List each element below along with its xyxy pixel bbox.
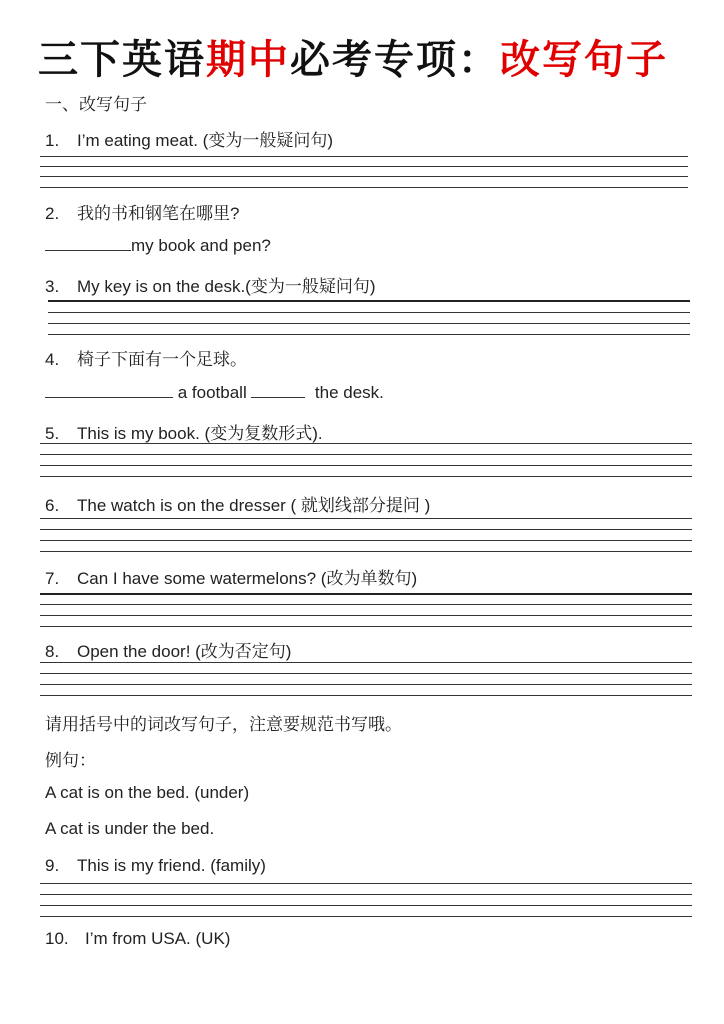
answer-line — [40, 529, 692, 530]
fill-blank[interactable] — [45, 235, 131, 251]
fill-blank[interactable] — [251, 382, 305, 398]
answer-line — [40, 662, 692, 663]
answer-line — [40, 454, 692, 455]
answer-line — [40, 604, 692, 605]
example-answer: A cat is under the bed. — [45, 819, 215, 838]
answer-line — [40, 166, 688, 167]
answer-line — [40, 540, 692, 541]
question-4: 4. 椅子下面有一个足球。 — [45, 350, 247, 369]
answer-line — [40, 626, 692, 627]
answer-line — [40, 476, 692, 477]
title-part-2: 期中 — [206, 37, 290, 83]
answer-line — [40, 593, 692, 595]
answer-line — [40, 695, 692, 696]
question-10: 10. I’m from USA. (UK) — [45, 929, 231, 948]
question-6: 6. The watch is on the dresser ( 就划线部分提问 ) — [45, 496, 431, 515]
answer-line — [40, 894, 692, 895]
instruction-text: 请用括号中的词改写句子，注意要规范书写哦。 — [45, 715, 402, 734]
answer-line — [48, 334, 690, 335]
answer-line — [48, 300, 690, 302]
answer-line — [40, 905, 692, 906]
answer-line — [40, 176, 688, 177]
question-3: 3. My key is on the desk.(变为一般疑问句) — [45, 277, 376, 296]
question-2-answer: my book and pen? — [45, 235, 271, 256]
answer-line — [40, 673, 692, 674]
answer-line — [40, 518, 692, 519]
answer-line — [40, 615, 692, 616]
question-8: 8. Open the door! (改为否定句) — [45, 642, 292, 661]
example-label: 例句： — [45, 751, 96, 770]
answer-line — [40, 883, 692, 884]
page-title — [38, 28, 668, 85]
title-part-4: 改写句子 — [500, 37, 668, 83]
answer-line — [48, 312, 690, 313]
answer-line — [40, 443, 692, 444]
question-5: 5. This is my book. (变为复数形式). — [45, 424, 323, 443]
question-2: 2. 我的书和钢笔在哪里? — [45, 204, 240, 223]
question-4-answer: a football the desk. — [45, 382, 384, 403]
answer-line — [40, 551, 692, 552]
example-sentence: A cat is on the bed. (under) — [45, 783, 250, 802]
question-7: 7. Can I have some watermelons? (改为单数句) — [45, 569, 418, 588]
title-part-1: 三下英语 — [38, 37, 206, 83]
answer-line — [40, 156, 688, 157]
answer-line — [40, 465, 692, 466]
answer-line — [40, 187, 688, 188]
question-9: 9. This is my friend. (family) — [45, 856, 266, 875]
answer-line — [40, 684, 692, 685]
answer-line — [48, 323, 690, 324]
question-1: 1. I’m eating meat. (变为一般疑问句) — [45, 131, 333, 150]
fill-blank[interactable] — [45, 382, 173, 398]
answer-line — [40, 916, 692, 917]
title-part-3: 必考专项： — [290, 37, 500, 83]
section-heading: 一、改写句子 — [45, 95, 147, 114]
